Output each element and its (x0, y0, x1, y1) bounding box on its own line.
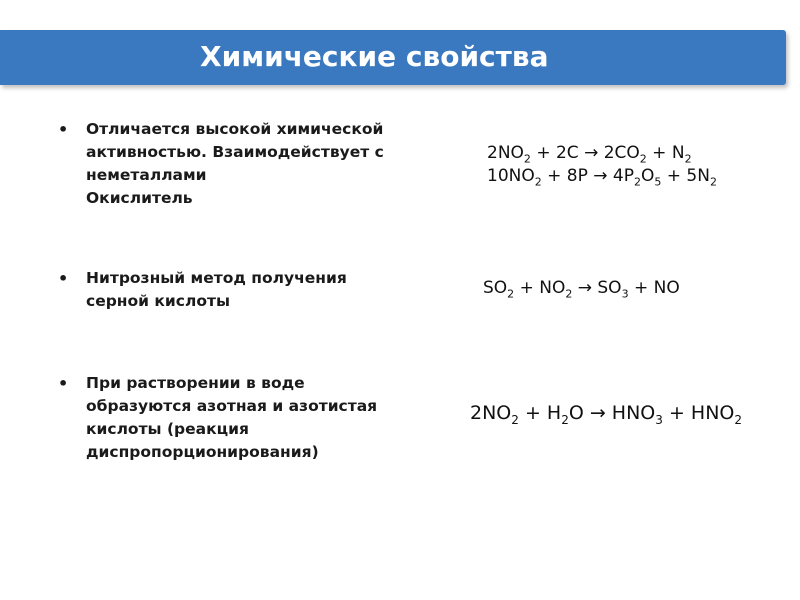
bullet-line: Отличается высокой химической (86, 120, 384, 138)
bullet-line: неметаллами (86, 166, 207, 184)
equation-no2-water: $2NO_2 + H_2O \to HNO_3 + HNO_2$ (470, 402, 743, 427)
bullet-item-3 (58, 372, 448, 464)
bullet-marker: • (58, 120, 69, 139)
bullet-line: кислоты (реакция (86, 420, 249, 438)
bullet-item-2 (58, 267, 448, 313)
bullet-line: Окислитель (86, 189, 193, 207)
equation-no2-phosphorus: $10NO_2 + 8P \to 4P_2O_5 + 5N_2$ (487, 166, 717, 189)
bullet-text (86, 118, 384, 210)
bullet-line: Нитрозный метод получения (86, 269, 347, 287)
bullet-line: серной кислоты (86, 292, 230, 310)
bullet-text (86, 372, 377, 464)
bullet-line: При растворении в воде (86, 374, 305, 392)
title-bar (0, 30, 786, 85)
bullet-item-1 (58, 118, 448, 210)
bullet-line: образуются азотная и азотистая (86, 397, 378, 415)
bullet-line: активностью. Взаимодействует с (86, 143, 384, 161)
equation-so2-no2: $SO_2 + NO_2 \to SO_3$ + NO (483, 278, 680, 301)
equation-no2-carbon: $2NO_2 + 2C \to 2CO_2 + N_2$ (487, 143, 692, 166)
bullet-marker: • (58, 374, 69, 393)
bullet-marker: • (58, 269, 69, 288)
slide-title: Химические свойства (200, 40, 549, 73)
bullet-line: диспропорционирования) (86, 443, 319, 461)
bullet-text (86, 267, 347, 313)
